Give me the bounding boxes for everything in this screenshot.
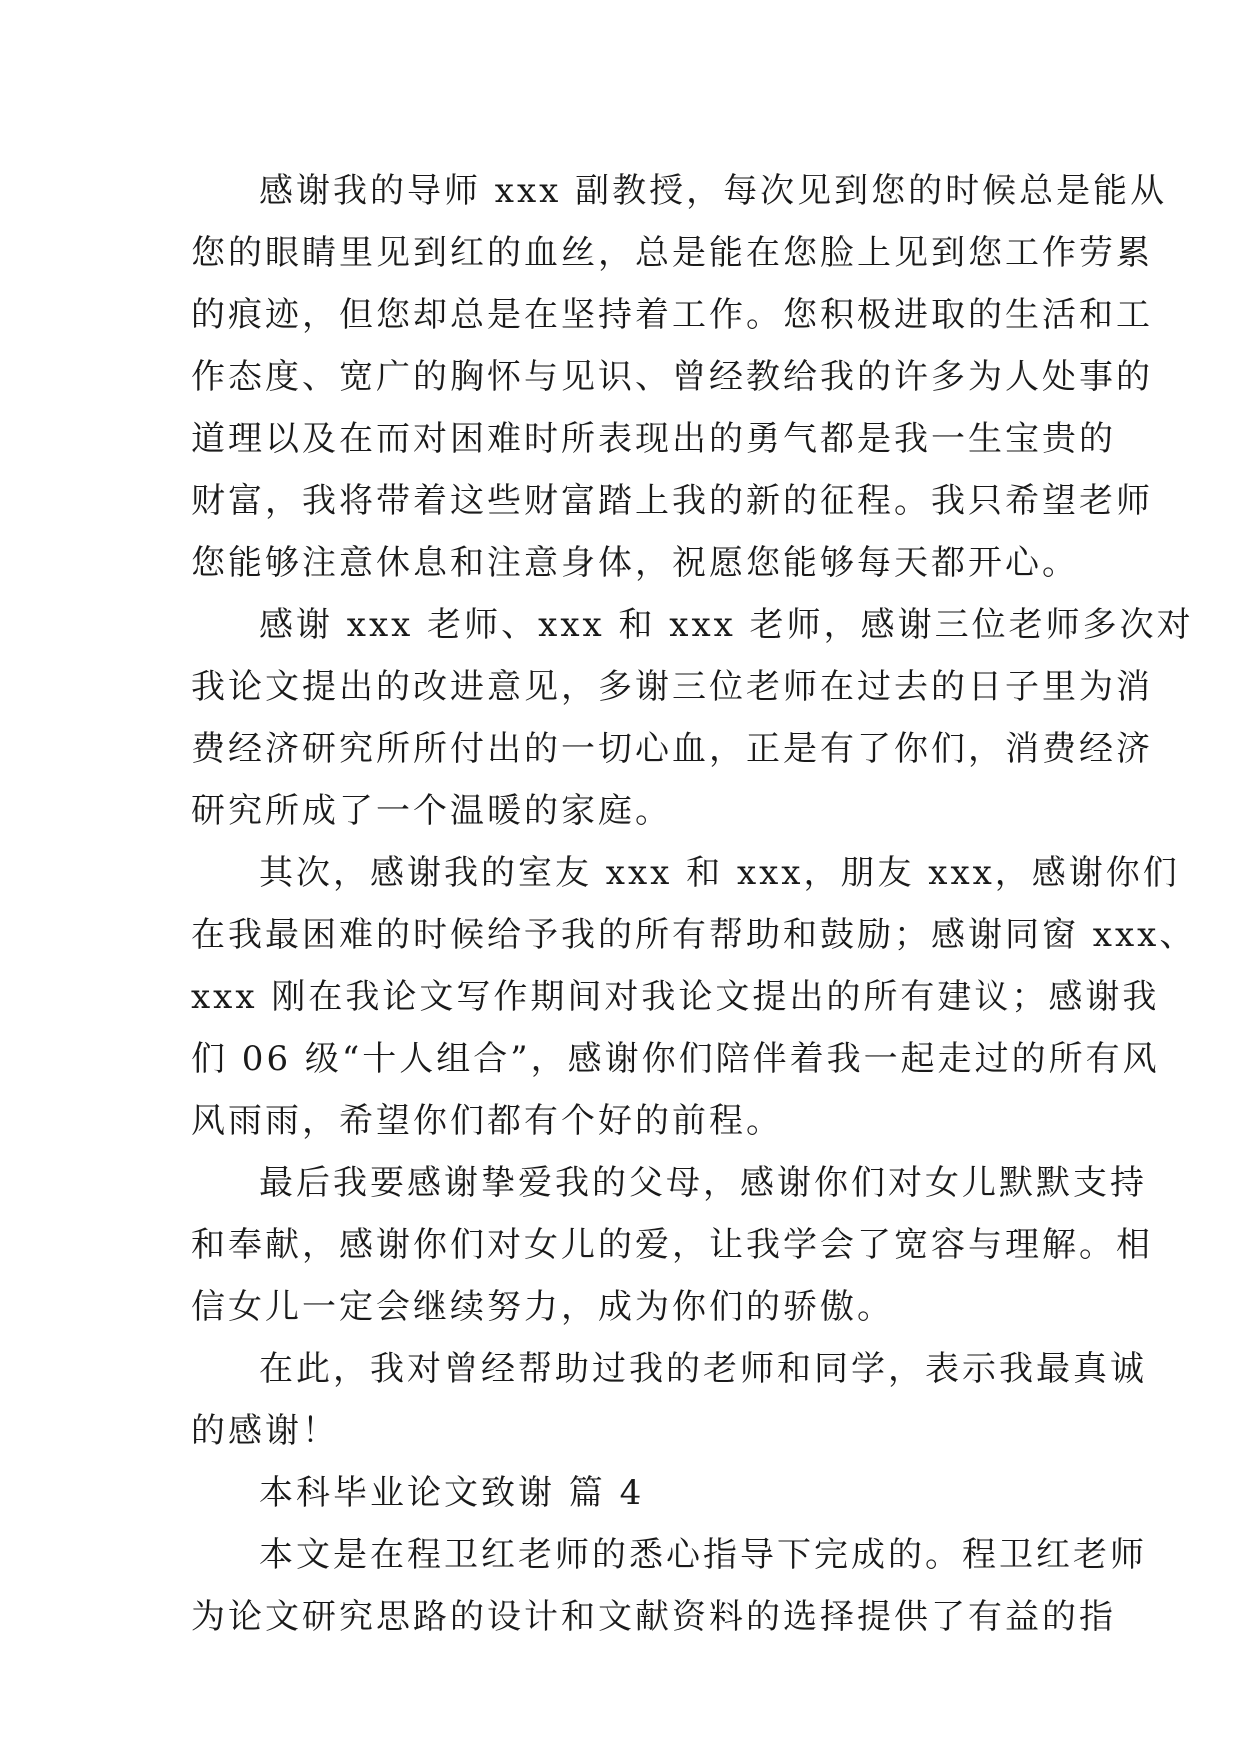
paragraph-line: 们 06 级“十人组合”，感谢你们陪伴着我一起走过的所有风 (191, 1039, 1160, 1079)
paragraph-line: 您能够注意休息和注意身体，祝愿您能够每天都开心。 (191, 543, 1079, 583)
paragraph-line: 感谢 xxx 老师、xxx 和 xxx 老师，感谢三位老师多次对 (259, 605, 1194, 645)
paragraph-line: 其次，感谢我的室友 xxx 和 xxx，朋友 xxx，感谢你们 (259, 853, 1180, 893)
paragraph-line: 感谢我的导师 xxx 副教授，每次见到您的时候总是能从 (259, 171, 1168, 211)
paragraph-line: xxx 刚在我论文写作期间对我论文提出的所有建议；感谢我 (191, 977, 1160, 1017)
paragraph-line: 财富，我将带着这些财富踏上我的新的征程。我只希望老师 (191, 481, 1153, 521)
paragraph-line: 道理以及在而对困难时所表现出的勇气都是我一生宝贵的 (191, 419, 1116, 459)
paragraph-line: 的感谢！ (191, 1411, 339, 1451)
paragraph-line: 研究所成了一个温暖的家庭。 (191, 791, 672, 831)
paragraph-line: 在此，我对曾经帮助过我的老师和同学，表示我最真诚 (259, 1349, 1147, 1389)
paragraph-line: 在我最困难的时候给予我的所有帮助和鼓励；感谢同窗 xxx、 (191, 915, 1197, 955)
document-body (191, 160, 1197, 1648)
paragraph-line: 和奉献，感谢你们对女儿的爱，让我学会了宽容与理解。相 (191, 1225, 1153, 1265)
paragraph-line: 您的眼睛里见到红的血丝，总是能在您脸上见到您工作劳累 (191, 233, 1153, 273)
paragraph-line: 我论文提出的改进意见，多谢三位老师在过去的日子里为消 (191, 667, 1153, 707)
paragraph-line: 风雨雨，希望你们都有个好的前程。 (191, 1101, 783, 1141)
paragraph-line: 作态度、宽广的胸怀与见识、曾经教给我的许多为人处事的 (191, 357, 1153, 397)
section-heading: 本科毕业论文致谢 篇 4 (259, 1473, 645, 1513)
paragraph-line: 信女儿一定会继续努力，成为你们的骄傲。 (191, 1287, 894, 1327)
paragraph-line: 的痕迹，但您却总是在坚持着工作。您积极进取的生活和工 (191, 295, 1153, 335)
paragraph-line: 最后我要感谢挚爱我的父母，感谢你们对女儿默默支持 (259, 1163, 1147, 1203)
paragraph-line: 为论文研究思路的设计和文献资料的选择提供了有益的指 (191, 1597, 1116, 1637)
paragraph-line: 本文是在程卫红老师的悉心指导下完成的。程卫红老师 (259, 1535, 1147, 1575)
paragraph-line: 费经济研究所所付出的一切心血，正是有了你们，消费经济 (191, 729, 1153, 769)
